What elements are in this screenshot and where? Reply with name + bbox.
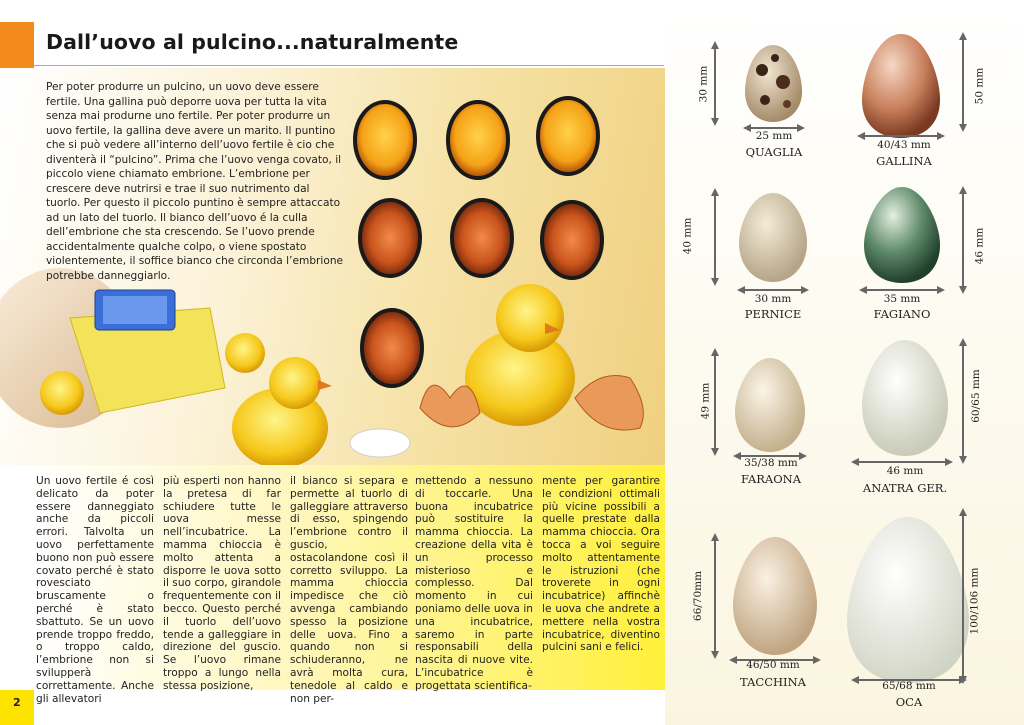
egg-gallina-width: 40/43 mm [877,139,931,151]
egg-fagiano-label: FAGIANO [873,307,931,321]
chick-small-1 [40,371,84,415]
egg-quaglia-height: 30 mm [697,65,710,103]
chick-small-2 [225,333,265,373]
text-column-5: mente per garantire le condizioni ottimali più vicine possibili a quelle prestate dalla mamma chioccia. Ora tocca a voi seguire molto attentamente le istruzioni (che troverete in ogni incubatrice) affinchè le uova che andrete a mettere nella vostra incubatrice, diventino pulcini sani e felici. [542,475,660,654]
egg-pernice [739,193,807,282]
egg-pernice-label: PERNICE [744,307,802,321]
egg-oca-width: 65/68 mm [882,680,936,692]
intro-paragraph: Per poter produrre un pulcino, un uovo deve essere fertile. Una gallina può deporre uova per tutta la vita senza mai produrne uno fertile. Per poter produrre un uovo fertile, la gallina deve avere un marito. Il puntino che si può vedere all’interno dell’uovo fertile è cio che diventerà il “pulcino”. Prima che l’uovo venga covato, il piccolo viene chiamato embrione. L’embrione per crescere deve nutrirsi e trae il suo nutrimento dal tuorlo. Per questo il piccolo puntino è sempre attaccato ad un lato del tuorlo. Il bianco dell’uovo é la culla dell’embrione che sta crescendo. Se l’uovo prende accidentalmente qualche colpo, o viene spostato violentemente, il soffice bianco che circonda l’embrione potrebbe danneggiarlo. [46,81,344,282]
egg-faraona-width: 35/38 mm [744,457,798,469]
orange-corner-tab [0,22,34,68]
egg-tacchina [733,537,817,655]
egg-anatra-label: ANATRA GER. [862,481,948,495]
egg-fagiano [864,187,940,283]
egg-quaglia-label: QUAGLIA [745,145,803,159]
egg-anatra [862,340,948,456]
page-title: Dall’uovo al pulcino...naturalmente [46,30,459,54]
embryo-egg-6 [542,202,602,278]
embryo-egg-4 [360,200,420,276]
egg-pernice-width: 30 mm [754,293,792,305]
egg-size-panel [665,0,1024,725]
egg-tacchina-width: 46/50 mm [746,659,800,671]
egg-faraona-label: FARAONA [740,472,802,486]
text-column-1: Un uovo fertile é così delicato da poter essere danneggiato anche da piccoli errori. Talvolta un uovo perfettamente buono non può essere covato perché è stato rovesciato bruscamente o perché è stato sbattuto. Se un uovo prende troppo freddo, o troppo caldo, l’embrione non si svilupperà correttamente. Anche gli allevatori [36,475,154,705]
chick-large-head [496,284,564,352]
chick-medium-head [269,357,321,409]
text-column-2: più esperti non hanno la pretesa di far schiudere tutte le uova messe nell’incubatrice. La mamma chioccia è molto attenta a disporre le uova sotto il suo corpo, girandole frequentemente con il becco. Questo perché il tuorlo dell’uovo tende a galleggiare in direzione del guscio. Se l’uovo rimane troppo a lungo nella stessa posizione, [163,475,281,692]
egg-oca-label: OCA [895,695,923,709]
incubator-window [103,296,167,324]
embryo-egg-1 [355,102,415,178]
egg-pernice-height: 40 mm [681,217,694,255]
egg-quaglia-width: 25 mm [755,130,793,142]
embryo-egg-3 [538,98,598,174]
egg-gallina-height: 50 mm [973,67,986,105]
egg-fagiano-height: 46 mm [973,227,986,265]
egg-oca [847,517,969,683]
egg-fagiano-width: 35 mm [883,293,921,305]
egg-anatra-height: 60/65 mm [969,369,982,423]
egg-gallina-label: GALLINA [876,154,932,168]
title-rule [34,65,664,66]
egg-gallina [862,34,940,138]
chick-beak [318,380,332,390]
embryo-egg-2 [448,102,508,178]
broken-shell-1 [420,385,480,427]
white-shell [350,429,410,457]
page-number: 2 [13,696,21,709]
egg-tacchina-label: TACCHINA [740,675,806,689]
embryo-egg-5 [452,200,512,276]
egg-faraona-height: 49 mm [699,382,712,420]
egg-anatra-width: 46 mm [886,465,924,477]
text-column-3: il bianco si separa e permette al tuorlo di galleggiare attraverso di esso, spingendo l’embrione contro il guscio, ostacolandone così il corretto sviluppo. La mamma chioccia impedisce che ciò avvenga cambiando spesso la posizione delle uova. Fino a quando non si schiuderanno, ne avrà molta cura, tenedole al caldo e non per- [290,475,408,705]
broken-shell-2 [575,376,643,431]
text-column-4: mettendo a nessuno di toccarle. Una buona incubatrice può sostituire la mamma chioccia. La creazione della vita è un processo misterioso e complesso. Dal momento in cui poniamo delle uova in una incubatrice, saremo in parte responsabili della nascita di nuove vite. L’incubatrice è progettata scientifica- [415,475,533,692]
body-columns [34,465,665,705]
egg-tacchina-height: 66/70mm [692,570,705,622]
egg-faraona [735,358,805,452]
egg-oca-height: 100/106 mm [968,567,981,635]
embryo-egg-7 [362,310,422,386]
